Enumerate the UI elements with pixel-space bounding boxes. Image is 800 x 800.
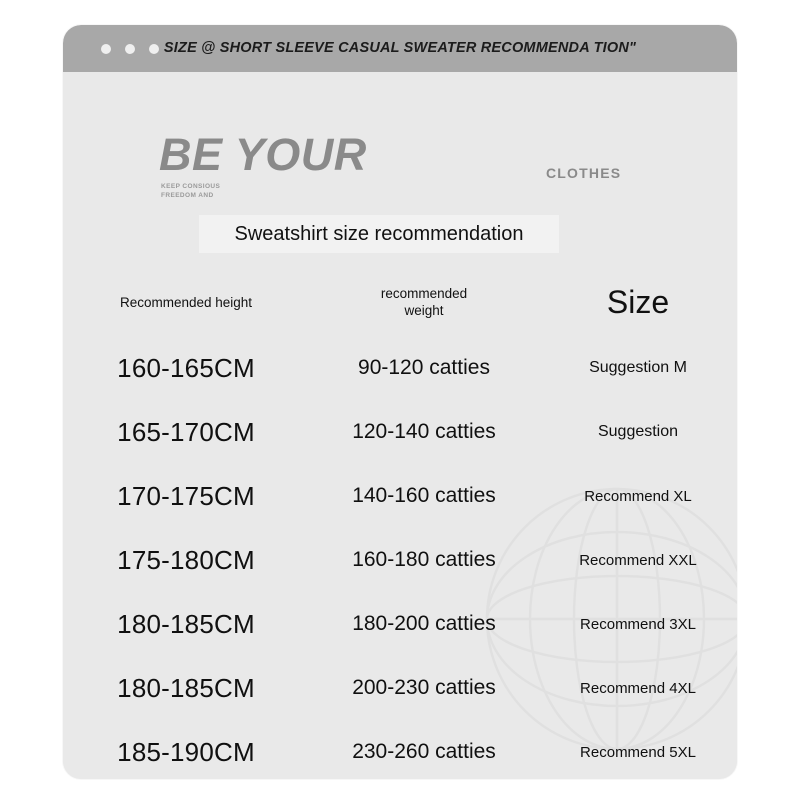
cell-size: Suggestion xyxy=(597,423,679,440)
brand-word-clothes: CLOTHES xyxy=(546,165,622,181)
cell-size: Recommend XXL xyxy=(579,551,697,569)
cell-height: 180-185CM xyxy=(117,672,255,703)
column-header-weight-line2: weight xyxy=(404,303,444,318)
cell-weight: 160-180 catties xyxy=(352,548,496,571)
size-table xyxy=(63,268,737,779)
headline-banner: Sweatshirt size recommendation xyxy=(199,215,559,253)
cell-height: 180-185CM xyxy=(117,608,255,639)
cell-height: 185-190CM xyxy=(117,736,255,767)
card-body xyxy=(63,72,737,779)
brand-tagline xyxy=(161,182,220,200)
window-titlebar xyxy=(63,25,737,72)
table-row xyxy=(63,720,737,779)
cell-size: Recommend 4XL xyxy=(580,679,696,697)
cell-weight: 90-120 catties xyxy=(358,356,490,379)
table-row xyxy=(63,400,737,464)
column-header-size: Size xyxy=(606,283,670,320)
cell-height: 160-165CM xyxy=(117,352,255,383)
cell-weight: 140-160 catties xyxy=(352,484,496,507)
brand-name: BE YOUR xyxy=(159,129,367,180)
cell-size: Recommend 3XL xyxy=(580,615,696,633)
table-row xyxy=(63,336,737,400)
window-title: SIZE @ SHORT SLEEVE CASUAL SWEATER RECOMMENDA TION" xyxy=(163,40,637,56)
table-row xyxy=(63,592,737,656)
cell-weight: 230-260 catties xyxy=(352,740,496,763)
column-header-weight xyxy=(309,285,539,319)
cell-height: 175-180CM xyxy=(117,544,255,575)
column-header-height: Recommended height xyxy=(119,294,253,310)
cell-size: Recommend XL xyxy=(584,487,692,505)
table-row xyxy=(63,528,737,592)
cell-size: Recommend 5XL xyxy=(580,743,696,761)
column-header-weight-line1: recommended xyxy=(380,286,468,301)
cell-weight: 120-140 catties xyxy=(352,420,496,443)
table-header-row xyxy=(63,268,737,336)
cell-size: Suggestion M xyxy=(589,359,687,376)
brand-tagline-line1: KEEP CONSIOUS xyxy=(161,183,221,190)
brand-tagline-line2: FREEDOM AND xyxy=(161,192,214,199)
cell-height: 165-170CM xyxy=(117,416,255,447)
cell-weight: 180-200 catties xyxy=(352,612,496,635)
cell-weight: 200-230 catties xyxy=(352,676,496,699)
cell-height: 170-175CM xyxy=(117,480,255,511)
size-chart-card xyxy=(63,25,737,779)
table-row xyxy=(63,464,737,528)
table-row xyxy=(63,656,737,720)
